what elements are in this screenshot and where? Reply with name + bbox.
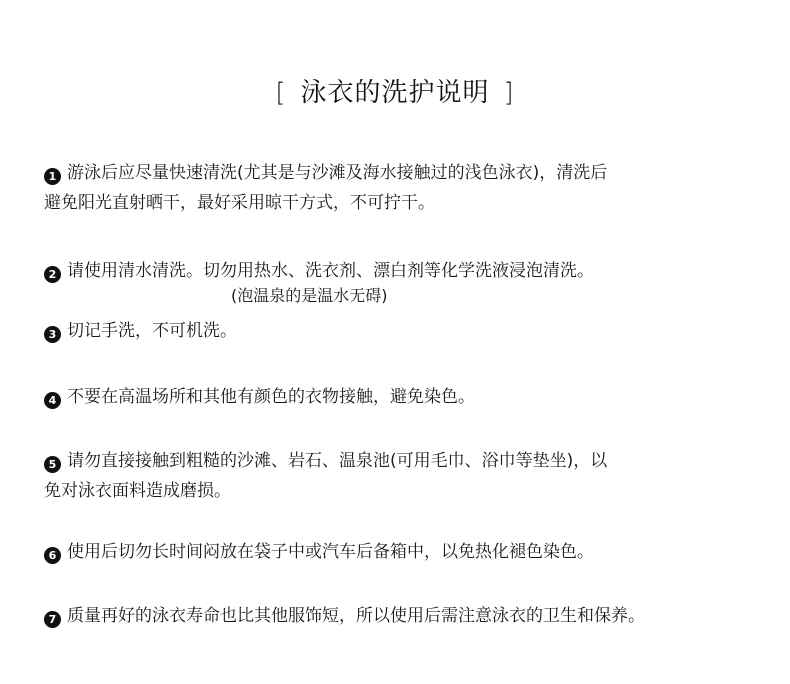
title-left-bracket: [ (275, 78, 287, 108)
instruction-text: 切记手洗，不可机洗。 (67, 321, 237, 341)
instruction-item-1 (44, 158, 764, 218)
page-title (0, 72, 790, 109)
instruction-text: 游泳后应尽量快速清洗(尤其是与沙滩及海水接触过的浅色泳衣)，清洗后 (67, 163, 608, 183)
instruction-text: 使用后切勿长时间闷放在袋子中或汽车后备箱中，以免热化褪色染色。 (67, 542, 594, 562)
instruction-item-7 (44, 601, 764, 631)
instruction-text-continued: 避免阳光直射晒干，最好采用晾干方式，不可拧干。 (44, 193, 435, 213)
number-badge-7: 7 (44, 611, 61, 628)
instruction-text: 质量再好的泳衣寿命也比其他服饰短，所以使用后需注意泳衣的卫生和保养。 (67, 606, 645, 626)
instruction-item-3 (44, 316, 764, 346)
title-right-bracket: ] (503, 78, 515, 108)
number-badge-3: 3 (44, 326, 61, 343)
number-badge-2: 2 (44, 266, 61, 283)
instruction-text: 不要在高温场所和其他有颜色的衣物接触，避免染色。 (67, 387, 475, 407)
number-badge-4: 4 (44, 392, 61, 409)
instruction-note: (泡温泉的是温水无碍) (231, 286, 388, 305)
instruction-item-6 (44, 537, 764, 567)
instruction-text: 请勿直接接触到粗糙的沙滩、岩石、温泉池(可用毛巾、浴巾等垫坐)，以 (67, 451, 608, 471)
number-badge-1: 1 (44, 168, 61, 185)
title-text: 泳衣的洗护说明 (300, 78, 490, 108)
instruction-item-2 (44, 256, 764, 306)
instruction-item-4 (44, 382, 764, 412)
number-badge-5: 5 (44, 456, 61, 473)
number-badge-6: 6 (44, 547, 61, 564)
instruction-item-5 (44, 446, 764, 506)
instruction-text-continued: 免对泳衣面料造成磨损。 (44, 481, 231, 501)
instruction-text: 请使用清水清洗。切勿用热水、洗衣剂、漂白剂等化学洗液浸泡清洗。 (67, 261, 594, 281)
